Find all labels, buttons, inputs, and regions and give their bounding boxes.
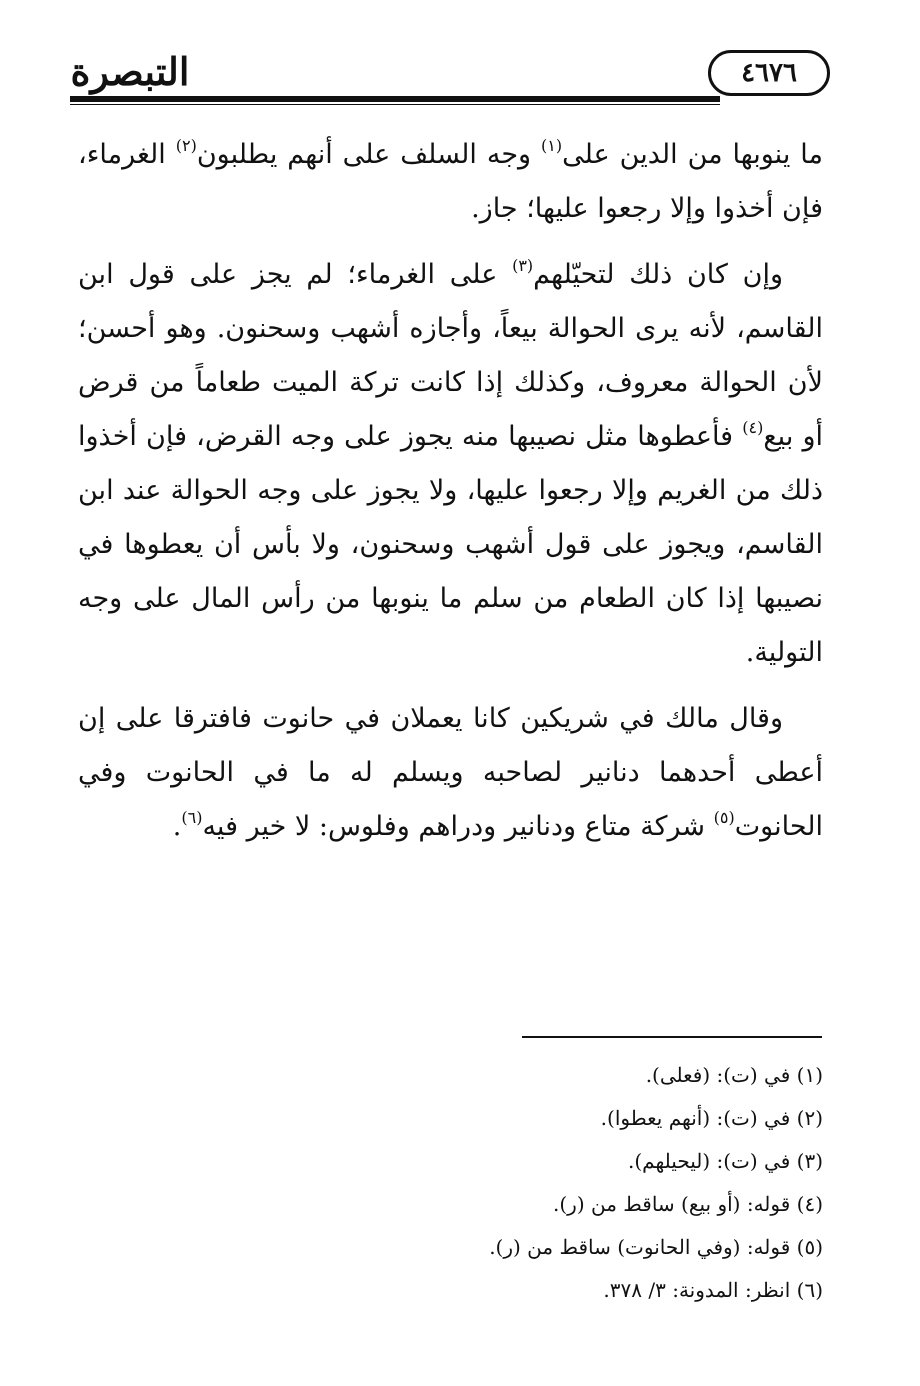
footnote-divider [522,1036,822,1038]
footnote-3: (٣) في (ت): (ليحيلهم). [627,1149,823,1173]
page-number-badge: ٤٦٧٦ [708,50,830,96]
text-segment: وقال مالك في شريكين كانا يعملان في حانوت فافترقا على إن أعطى أحدهما دنانير لصاحبه ويسلم له ما في الحانوت وفي الحانوت [78,703,823,842]
footnote-ref: (٦) [181,808,203,827]
footnote-ref: (٣) [512,256,534,275]
header-rule-thin [70,104,720,105]
footnote-ref: (١) [541,136,563,155]
header-rule [70,96,720,102]
text-segment: ما ينوبها من الدين على [562,139,823,170]
main-text [78,128,823,866]
paragraph-2 [78,248,823,680]
footnote-1: (١) في (ت): (فعلى). [645,1063,823,1087]
text-segment: شركة متاع ودنانير ودراهم وفلوس: لا خير فيه [202,811,714,842]
footnote-ref: (٢) [175,136,197,155]
footnote-4: (٤) قوله: (أو بيع) ساقط من (ر). [553,1192,823,1216]
footnote-5: (٥) قوله: (وفي الحانوت) ساقط من (ر). [489,1235,823,1259]
text-segment: وإن كان ذلك لتحيّلهم [533,259,783,290]
text-segment: على الغرماء؛ لم يجز على قول ابن القاسم، لأنه يرى الحوالة بيعاً، وأجازه أشهب وسحنون. وهو أحسن؛ لأن الحوالة معروف، وكذلك إذا كانت تركة الميت طعاماً من قرض أو بيع [78,259,824,452]
text-segment: فأعطوها مثل نصيبها منه يجوز على وجه القرض، فإن أخذوا ذلك من الغريم وإلا رجعوا عليها، ولا يجوز على وجه الحوالة عند ابن القاسم، ويجوز على قول أشهب وسحنون، ولا بأس أن يعطوها في نصيبها إذا كان الطعام من سلم ما ينوبها من رأس المال على وجه التولية. [78,421,823,668]
paragraph-1 [78,128,823,236]
text-segment: الغرماء، فإن أخذوا وإلا رجعوا عليها؛ جاز. [78,139,823,224]
text-segment: . [172,811,182,842]
paragraph-3 [78,692,823,854]
text-segment: وجه السلف على أنهم يطلبون [196,139,542,170]
footnote-6: (٦) انظر: المدونة: ٣/ ٣٧٨. [603,1278,823,1302]
book-title: التبصرة [70,49,190,94]
footnote-ref: (٥) [713,808,735,827]
page-header [70,40,850,110]
footnote-ref: (٤) [742,418,764,437]
footnotes [78,1054,823,1312]
footnote-2: (٢) في (ت): (أنهم يعطوا). [600,1106,823,1130]
